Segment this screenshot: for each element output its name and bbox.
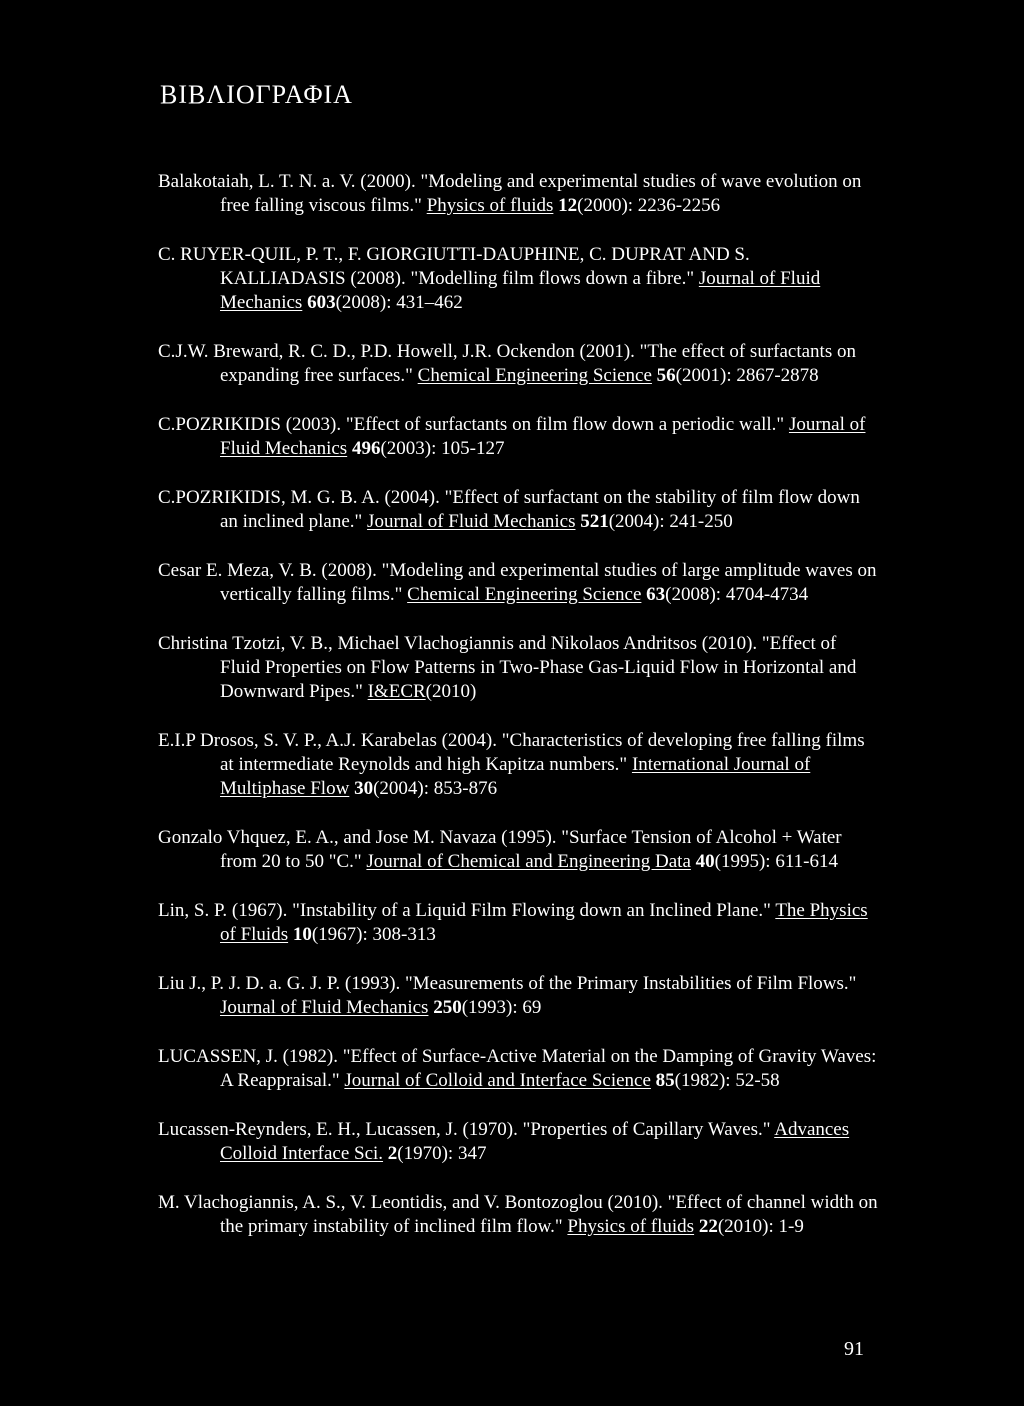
reference-text: E.I.P Drosos, S. V. P., A.J. Karabelas (2004). "Characteristics of developing free falling films at intermediate Reynolds and high Kapitza numbers." bbox=[158, 730, 865, 775]
reference-item bbox=[158, 170, 878, 218]
reference-item bbox=[158, 559, 878, 607]
pages: (2001): 2867-2878 bbox=[675, 365, 819, 386]
volume: 85 bbox=[655, 1070, 675, 1091]
volume: 250 bbox=[433, 997, 462, 1018]
reference-item bbox=[158, 1045, 878, 1093]
pages: (2003): 105-127 bbox=[380, 438, 505, 459]
journal-name: The Physics of Fluids bbox=[220, 900, 868, 945]
pages: (2008): 431–462 bbox=[335, 292, 463, 313]
reference-item bbox=[158, 632, 878, 704]
journal-name: International Journal of Multiphase Flow bbox=[220, 754, 811, 799]
volume: 12 bbox=[558, 195, 578, 216]
pages: (1970): 347 bbox=[397, 1143, 487, 1164]
pages: (1995): 611-614 bbox=[714, 851, 838, 872]
reference-item bbox=[158, 826, 878, 874]
reference-item bbox=[158, 729, 878, 801]
reference-item bbox=[158, 1118, 878, 1166]
reference-text: Liu J., P. J. D. a. G. J. P. (1993). "Measurements of the Primary Instabilities of Film Flows." bbox=[158, 973, 857, 994]
reference-item bbox=[158, 243, 878, 315]
reference-item bbox=[158, 1191, 878, 1239]
journal-name: Journal of Fluid Mechanics bbox=[220, 997, 429, 1018]
journal-name: Chemical Engineering Science bbox=[407, 584, 642, 605]
volume: 496 bbox=[351, 438, 381, 459]
journal-name: Advances Colloid Interface Sci. bbox=[220, 1119, 850, 1164]
reference-item bbox=[158, 899, 878, 947]
volume: 521 bbox=[580, 511, 609, 532]
journal-name: Journal of Fluid Mechanics bbox=[367, 511, 576, 532]
reference-text: Lucassen-Reynders, E. H., Lucassen, J. (1970). "Properties of Capillary Waves." bbox=[158, 1119, 775, 1140]
volume: 40 bbox=[695, 851, 715, 872]
reference-text: C.J.W. Breward, R. C. D., P.D. Howell, J.R. Ockendon (2001). "The effect of surfactants on expanding free surfaces." bbox=[158, 341, 856, 386]
reference-item bbox=[158, 486, 878, 534]
pages: (2008): 4704-4734 bbox=[665, 584, 809, 605]
reference-text: Gonzalo Vhquez, E. A., and Jose M. Navaza (1995). "Surface Tension of Alcohol + Water from 20 to 50 "C." bbox=[158, 827, 842, 872]
pages: (1982): 52-58 bbox=[674, 1070, 780, 1091]
reference-item bbox=[158, 972, 878, 1020]
reference-text: M. Vlachogiannis, A. S., V. Leontidis, and V. Bontozoglou (2010). "Effect of channel width on the primary instability of inclined film flow." bbox=[158, 1192, 878, 1237]
volume: 603 bbox=[307, 292, 336, 313]
page-title: ΒΙΒΛΙΟΓΡΑΦΙΑ bbox=[160, 80, 353, 109]
volume: 56 bbox=[656, 365, 676, 386]
reference-item bbox=[158, 413, 878, 461]
reference-text: Christina Tzotzi, V. B., Michael Vlachogiannis and Nikolaos Andritsos (2010). "Effect of Fluid Properties on Flow Patterns in Two-Phase Gas-Liquid Flow in Horizontal and Downward Pipes." bbox=[158, 633, 857, 702]
volume: 30 bbox=[354, 778, 374, 799]
reference-list bbox=[158, 170, 878, 1264]
journal-name: Physics of fluids bbox=[426, 195, 554, 216]
journal-name: Journal of Colloid and Interface Science bbox=[344, 1070, 651, 1091]
reference-item bbox=[158, 340, 878, 388]
reference-text: Balakotaiah, L. T. N. a. V. (2000). "Modeling and experimental studies of wave evolution on free falling viscous films." bbox=[158, 171, 862, 216]
volume: 22 bbox=[698, 1216, 718, 1237]
journal-name: Journal of Chemical and Engineering Data bbox=[366, 851, 691, 872]
journal-name: Journal of Fluid Mechanics bbox=[220, 268, 821, 313]
reference-text: Lin, S. P. (1967). "Instability of a Liquid Film Flowing down an Inclined Plane." bbox=[158, 900, 776, 921]
pages: (2010) bbox=[425, 681, 477, 702]
journal-name: I&ECR bbox=[367, 681, 426, 702]
pages: (1993): 69 bbox=[461, 997, 542, 1018]
page-number: 91 bbox=[844, 1338, 864, 1360]
pages: (2000): 2236-2256 bbox=[577, 195, 721, 216]
volume: 2 bbox=[387, 1143, 398, 1164]
reference-text: C.POZRIKIDIS (2003). "Effect of surfactants on film flow down a periodic wall." bbox=[158, 414, 789, 435]
reference-text: Cesar E. Meza, V. B. (2008). "Modeling and experimental studies of large amplitude waves on vertically falling films." bbox=[158, 560, 877, 605]
pages: (2004): 853-876 bbox=[373, 778, 498, 799]
pages: (1967): 308-313 bbox=[311, 924, 436, 945]
journal-name: Journal of Fluid Mechanics bbox=[220, 414, 866, 459]
pages: (2004): 241-250 bbox=[608, 511, 733, 532]
volume: 10 bbox=[292, 924, 312, 945]
journal-name: Physics of fluids bbox=[567, 1216, 695, 1237]
reference-text: C.POZRIKIDIS, M. G. B. A. (2004). "Effect of surfactant on the stability of film flow down an inclined plane." bbox=[158, 487, 860, 532]
reference-text: LUCASSEN, J. (1982). "Effect of Surface-Active Material on the Damping of Gravity Waves: A Reappraisal." bbox=[158, 1046, 877, 1091]
volume: 63 bbox=[646, 584, 666, 605]
reference-text: C. RUYER-QUIL, P. T., F. GIORGIUTTI-DAUPHINE, C. DUPRAT AND S. KALLIADASIS (2008). "Modelling film flows down a fibre." bbox=[158, 244, 750, 289]
journal-name: Chemical Engineering Science bbox=[417, 365, 652, 386]
pages: (2010): 1-9 bbox=[717, 1216, 804, 1237]
